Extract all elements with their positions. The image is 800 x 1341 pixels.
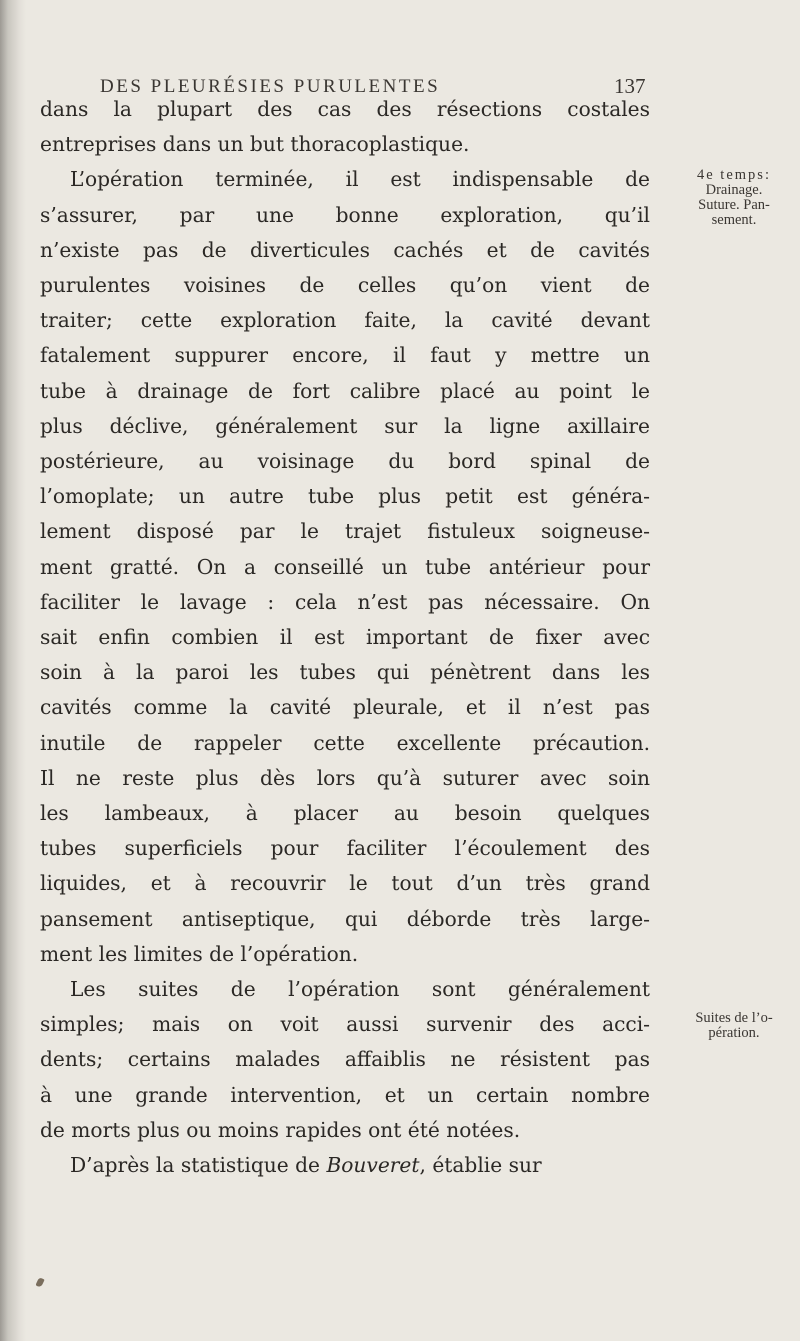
text-line: postérieure, au voisinage du bord spinal de [40,449,650,474]
text-line: traiter; cette exploration faite, la cavité devant [40,308,650,333]
text-line: Il ne reste plus dès lors qu’à suturer avec soin [40,765,650,790]
margin-note-drainage [670,168,798,228]
text-line: dents; certains malades affaiblis ne résistent pas [40,1047,650,1072]
text-line: l’omoplate; un autre tube plus petit est généra- [40,484,650,509]
text-line: tube à drainage de fort calibre placé au point le [40,378,650,403]
text-line: cavités comme la cavité pleurale, et il n’est pas [40,695,650,720]
text-line: soin à la paroi les tubes qui pénètrent dans les [40,660,650,685]
text-line: lement disposé par le trajet fistuleux soigneuse- [40,519,650,544]
page-gutter-shadow [0,0,26,1341]
text-line: ment gratté. On a conseillé un tube antérieur pour [40,554,650,579]
text-line: les lambeaux, à placer au besoin quelques [40,801,650,826]
text-line: liquides, et à recouvrir le tout d’un très grand [40,871,650,896]
text-line: L’opération terminée, il est indispensable de [70,167,650,192]
text-line: fatalement suppurer encore, il faut y mettre un [40,343,650,368]
running-head: DES PLEURÉSIES PURULENTES [100,76,441,97]
ink-speck [35,1277,44,1288]
margin-note-line: Suture. Pan- [698,197,770,213]
author-name: Bouveret [326,1153,420,1178]
text-line: n’existe pas de diverticules cachés et de cavités [40,237,650,262]
text-line: simples; mais on voit aussi survenir des acci- [40,1012,650,1037]
text-line: sait enfin combien il est important de fixer avec [40,625,650,650]
body-text [40,92,650,1183]
text-line: inutile de rappeler cette excellente précaution. [40,730,650,755]
margin-note-line: pération. [708,1025,760,1041]
text-line: faciliter le lavage : cela n’est pas nécessaire. On [40,589,650,614]
text-line: s’assurer, par une bonne exploration, qu’il [40,202,650,227]
text-fragment: D’après la statistique de [70,1153,327,1178]
margin-note-line: sement. [711,212,757,228]
text-line: ment les limites de l’opération. [40,941,359,966]
text-line: de morts plus ou moins rapides ont été notées. [40,1117,521,1142]
text-line: Les suites de l’opération sont généralement [70,977,650,1002]
text-line: purulentes voisines de celles qu’on vient de [40,273,650,298]
text-line-last [40,1148,650,1183]
text-fragment: , établie sur [419,1153,542,1178]
text-line: entreprises dans un but thoracoplastique. [40,132,470,157]
page-number: 137 [614,74,646,98]
margin-note-suites [670,1011,798,1041]
margin-note-line: 4e temps: [697,167,771,183]
text-line: tubes superficiels pour faciliter l’écoulement des [40,836,650,861]
text-line: dans la plupart des cas des résections costales [40,97,650,121]
text-line: plus déclive, généralement sur la ligne axillaire [40,413,650,438]
margin-note-line: Drainage. [705,182,763,198]
margin-note-line: Suites de l’o- [695,1010,773,1026]
text-line: pansement antiseptique, qui déborde très large- [40,906,650,931]
text-line: à une grande intervention, et un certain nombre [40,1082,650,1107]
